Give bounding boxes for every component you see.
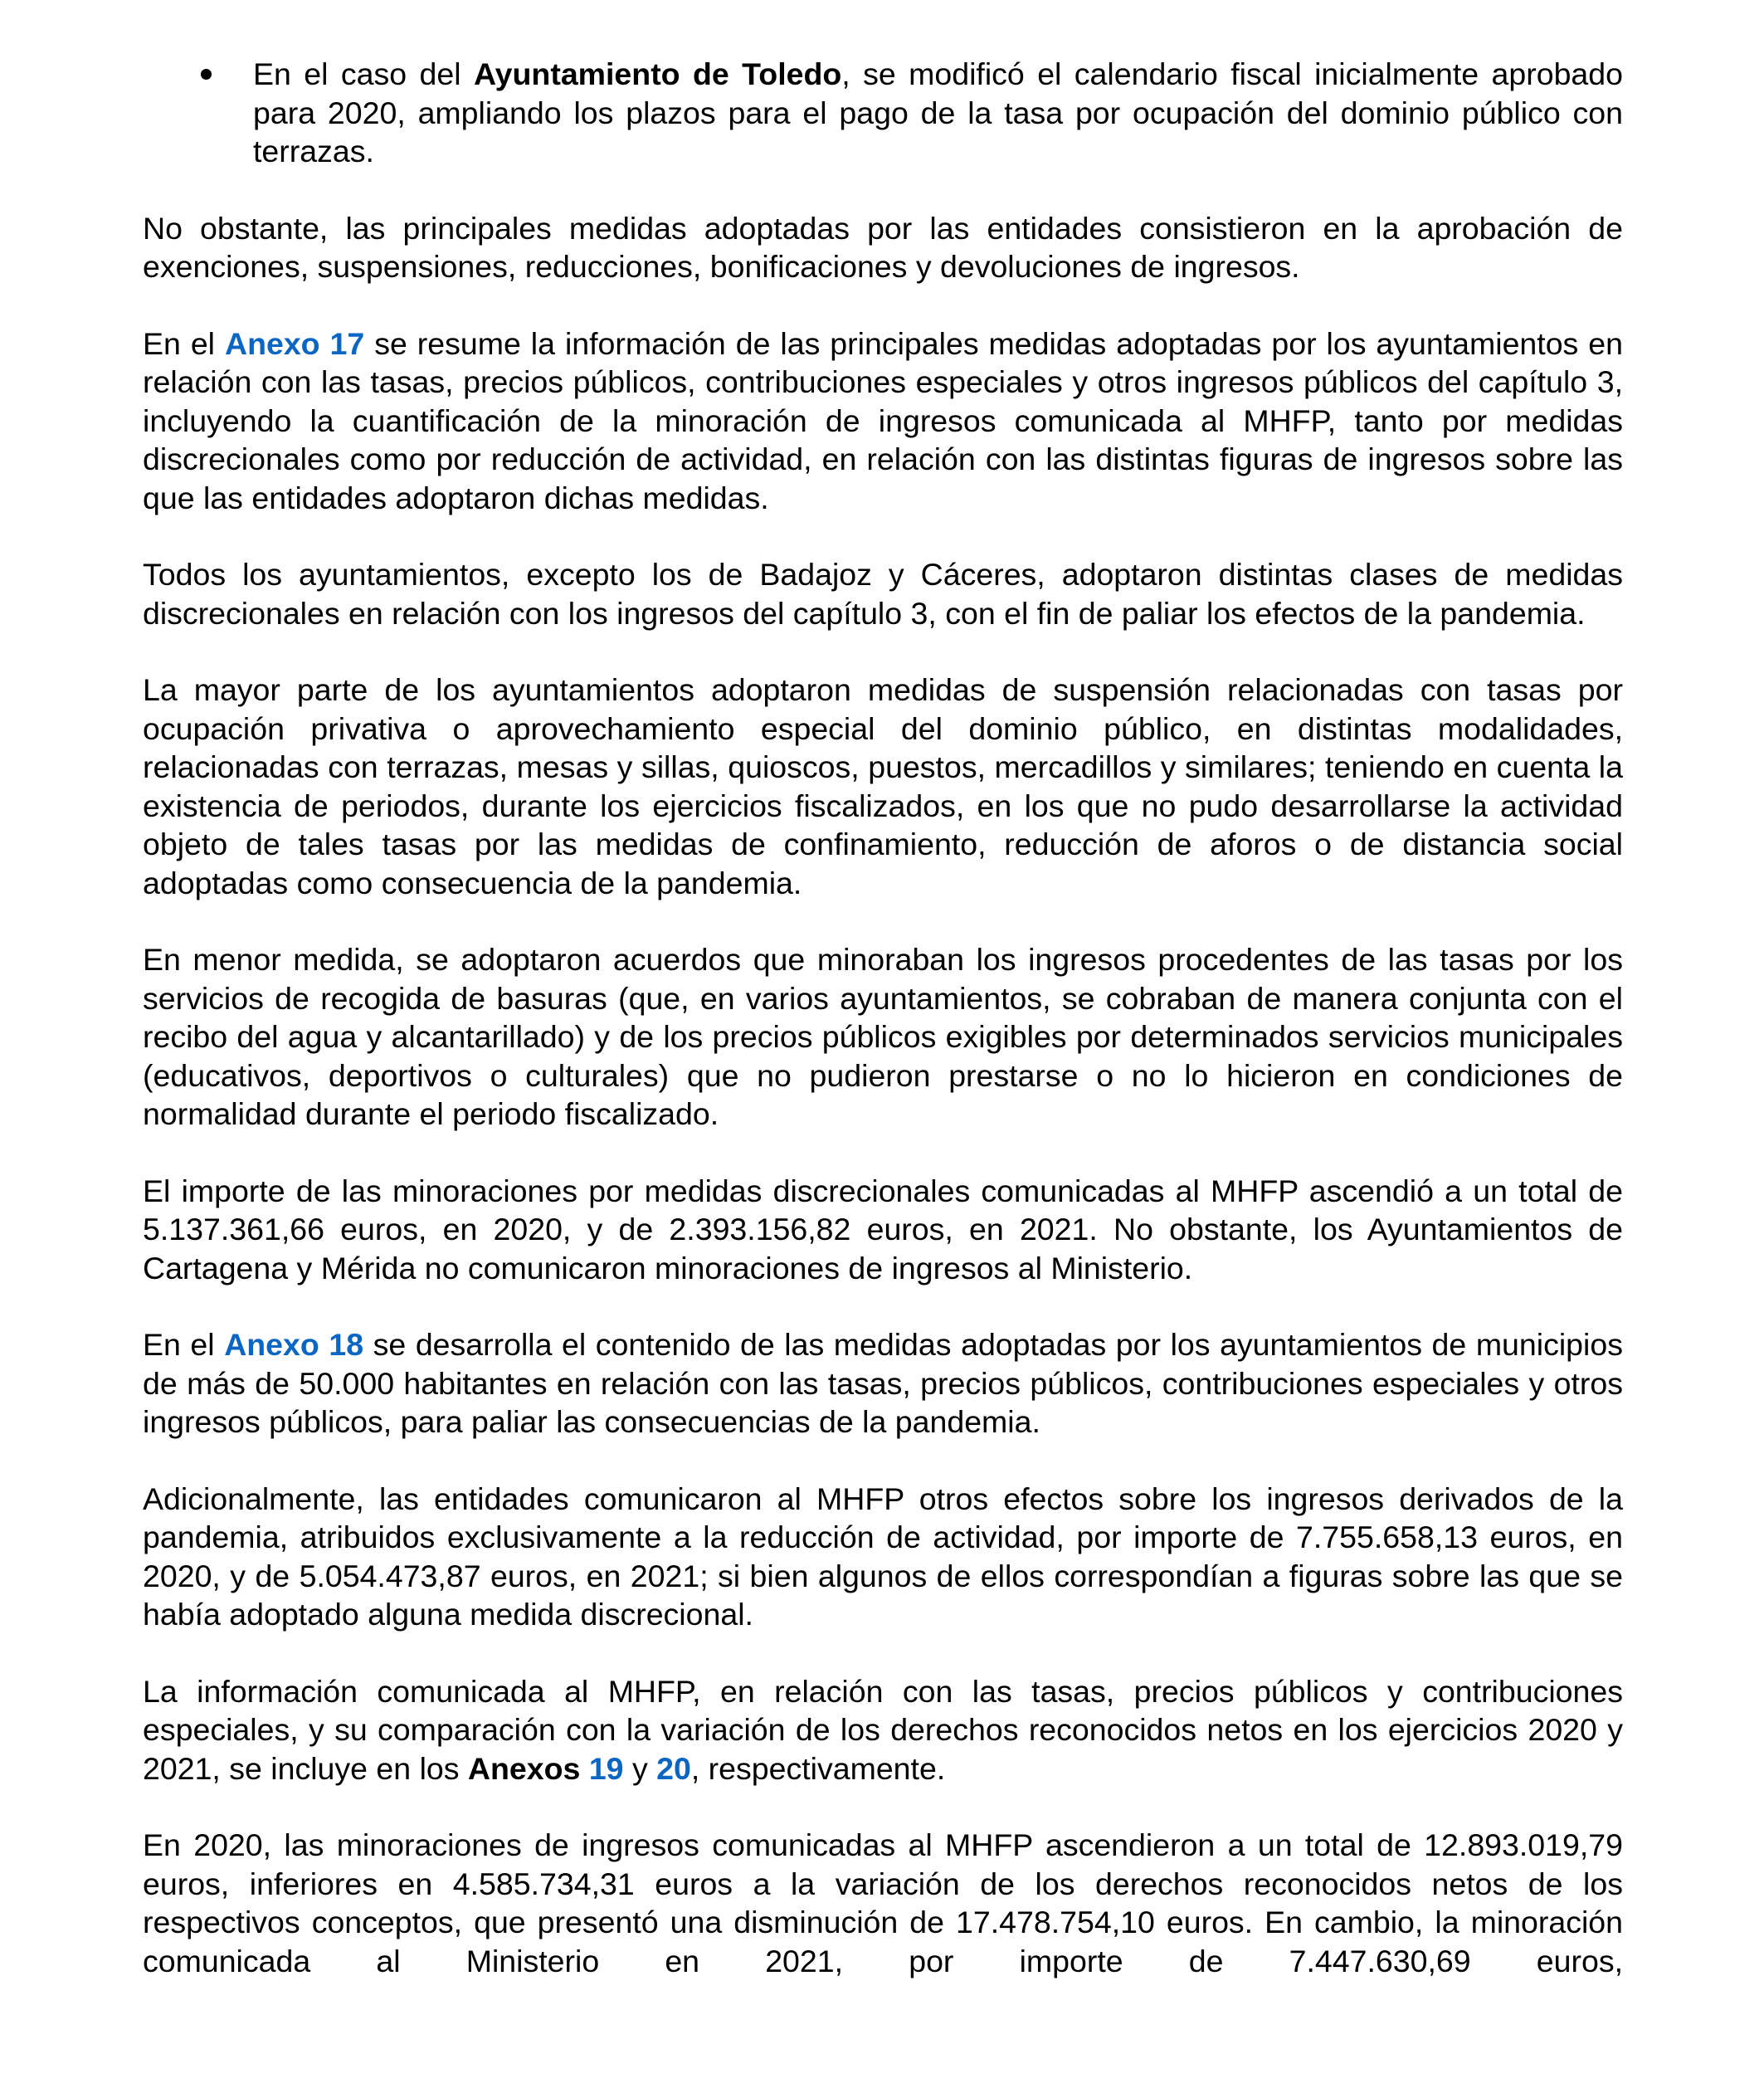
- paragraph-anexo-17: [143, 324, 1623, 518]
- text: En el: [143, 325, 225, 361]
- document-page: [143, 55, 1623, 2018]
- link-anexo-20[interactable]: 20: [656, 1750, 691, 1786]
- paragraph-importe-minoraciones: El importe de las minoraciones por medidas discrecionales comunicadas al MHFP ascendió a un total de 5.137.361,66 euros, en 2020, y de 2.393.156,82 euros, en 2021. No obstante, los Ayuntamientos de Cartagena y Mérida no comunicaron minoraciones de ingresos al Ministerio.: [143, 1173, 1623, 1285]
- bullet-text-bold: Ayuntamiento de Toledo: [473, 56, 842, 91]
- text: [580, 1751, 588, 1786]
- paragraph-en-2020: En 2020, las minoraciones de ingresos comunicadas al MHFP ascendieron a un total de 12.893.019,79 euros, inferiores en 4.585.734,31 euros a la variación de los derechos reconocidos netos de los respectivos conceptos, que presentó una disminución de 17.478.754,10 euros. En cambio, la minoración comunicada al Ministerio en 2021, por importe de 7.447.630,69 euros,: [143, 1827, 1623, 1978]
- text: En el: [143, 1327, 225, 1362]
- bullet-item-toledo: [143, 55, 1623, 171]
- bullet-text-pre: En el caso del: [253, 56, 474, 91]
- bullet-icon: [201, 69, 212, 80]
- paragraph-adicionalmente: Adicionalmente, las entidades comunicaron al MHFP otros efectos sobre los ingresos derivados de la pandemia, atribuidos exclusivamente a la reducción de actividad, por importe de 7.755.658,13 euros, en 2020, y de 5.054.473,87 euros, en 2021; si bien algunos de ellos correspondían a figuras sobre las que se había adoptado alguna medida discrecional.: [143, 1481, 1623, 1632]
- text: La información comunicada al MHFP, en relación con las tasas, precios públicos y contribuciones especiales, y su comparación con la variación de los derechos reconocidos netos en los ejercicios 2020 y 2021, se incluye en los: [143, 1673, 1623, 1786]
- bullet-list: [143, 55, 1623, 171]
- link-anexo-17[interactable]: Anexo 17: [224, 325, 365, 361]
- paragraph-informacion-comunicada: [143, 1672, 1623, 1788]
- text: , respectivamente.: [690, 1750, 946, 1786]
- paragraph-mayor-parte: La mayor parte de los ayuntamientos adoptaron medidas de suspensión relacionadas con tasas por ocupación privativa o aprovechamiento especial del dominio público, en distintas modalidades, relacionadas con terrazas, mesas y sillas, quioscos, puestos, mercadillos y similares; teniendo en cuenta la existencia de periodos, durante los ejercicios fiscalizados, en los que no pudo desarrollarse la actividad objeto de tales tasas por las medidas de confinamiento, reducción de aforos o de distancia social adoptadas como consecuencia de la pandemia.: [143, 672, 1623, 900]
- paragraph-todos-ayuntamientos: Todos los ayuntamientos, excepto los de Badajoz y Cáceres, adoptaron distintas clases de medidas discrecionales en relación con los ingresos del capítulo 3, con el fin de paliar los efectos de la pandemia.: [143, 557, 1623, 631]
- text-anexos-bold: Anexos: [467, 1750, 581, 1786]
- text: se desarrolla el contenido de las medidas adoptadas por los ayuntamientos de municipios de más de 50.000 habitantes en relación con las tasas, precios públicos, contribuciones especiales y otros ingresos públicos, para paliar las consecuencias de la pandemia.: [143, 1327, 1623, 1439]
- paragraph-principales-medidas: No obstante, las principales medidas adoptadas por las entidades consistieron en la aprobación de exenciones, suspensiones, reducciones, bonificaciones y devoluciones de ingresos.: [143, 210, 1623, 284]
- link-anexo-19[interactable]: 19: [588, 1750, 624, 1786]
- bullet-text-post: , se modificó el calendario fiscal inicialmente aprobado para 2020, ampliando los plazos para el pago de la tasa por ocupación del dominio público con terrazas.: [253, 56, 1623, 168]
- text: se resume la información de las principales medidas adoptadas por los ayuntamientos en relación con las tasas, precios públicos, contribuciones especiales y otros ingresos públicos del capítulo 3, incluyendo la cuantificación de la minoración de ingresos comunicada al MHFP, tanto por medidas discrecionales como por reducción de actividad, en relación con las distintas figuras de ingresos sobre las que las entidades adoptaron dichas medidas.: [143, 325, 1623, 515]
- link-anexo-18[interactable]: Anexo 18: [224, 1327, 364, 1362]
- paragraph-anexo-18: [143, 1325, 1623, 1442]
- paragraph-menor-medida: En menor medida, se adoptaron acuerdos que minoraban los ingresos procedentes de las tasas por los servicios de recogida de basuras (que, en varios ayuntamientos, se cobraban de manera conjunta con el recibo del agua y alcantarillado) y de los precios públicos exigibles por determinados servicios municipales (educativos, deportivos o culturales) que no pudieron prestarse o no lo hicieron en condiciones de normalidad durante el periodo fiscalizado.: [143, 942, 1623, 1131]
- text: y: [623, 1750, 657, 1786]
